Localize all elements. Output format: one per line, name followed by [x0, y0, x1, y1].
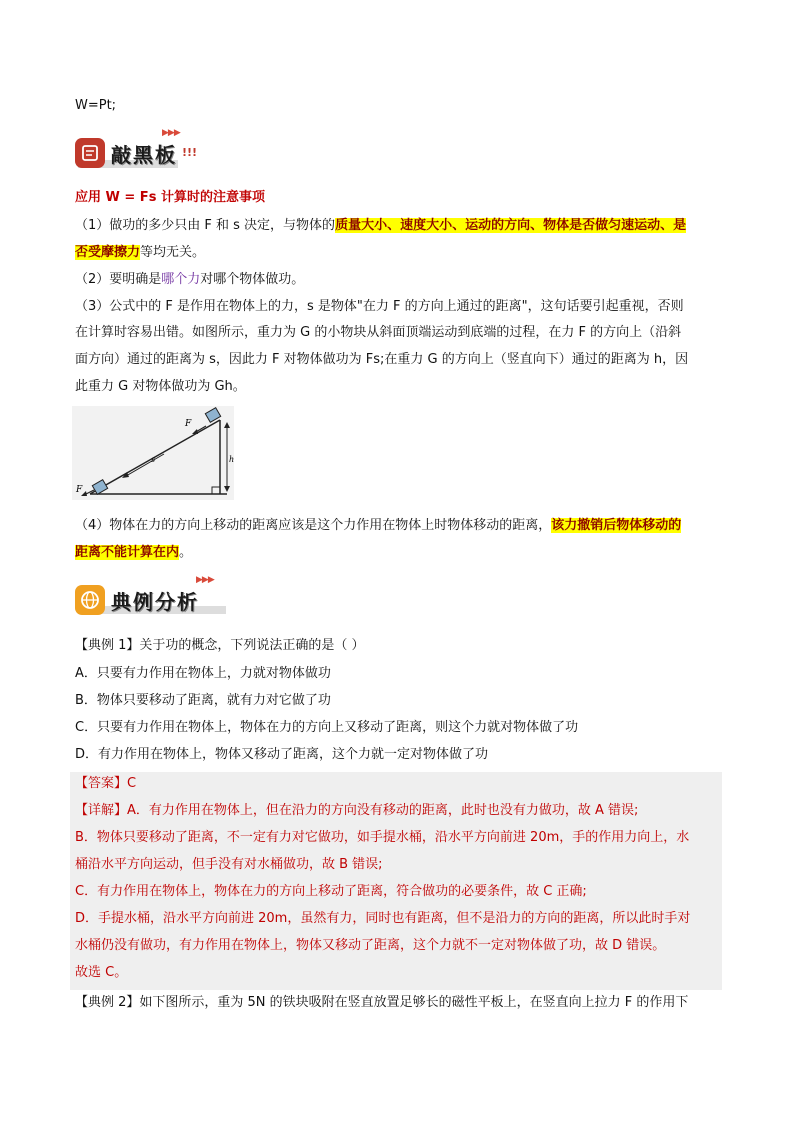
q1-answer: 【答案】C	[75, 776, 137, 791]
q1-option-b: B．物体只要移动了距离，就有力对它做了功	[75, 693, 331, 708]
q1-option-c: C．只要有力作用在物体上，物体在力的方向上又移动了距离，则这个力就对物体做了功	[75, 720, 579, 735]
triple-arrow-icon: ▶▶▶	[162, 128, 180, 138]
height-label-h: h	[229, 455, 234, 464]
clipboard-icon	[75, 138, 105, 168]
q1-conclusion: 故选 C。	[75, 965, 128, 980]
q2-stem: 【典例 2】如下图所示，重为 5N 的铁块吸附在竖直放置足够长的磁性平板上，在竖直向上拉力 F 的作用下	[75, 995, 689, 1010]
q1-detail-c: C．有力作用在物体上，物体在力的方向上移动了距离，符合做功的必要条件，故 C 正确;	[75, 884, 587, 899]
section-title-notice: 敲黑板	[111, 143, 177, 167]
globe-icon	[75, 585, 105, 615]
q1-detail-a: 【详解】A．有力作用在物体上，但在沿力的方向没有移动的距离，此时也没有力做功，故 A 错误;	[75, 803, 639, 818]
notice-p3-line2: 在计算时容易出错。如图所示，重力为 G 的小物块从斜面顶端运动到底端的过程，在力 F 的方向上（沿斜	[75, 325, 682, 340]
incline-figure	[72, 406, 234, 500]
notice-p1-line2: 否受摩擦力等均无关。	[75, 245, 206, 260]
notice-p4-line2: 距离不能计算在内。	[75, 545, 193, 560]
q1-option-d: D．有力作用在物体上，物体又移动了距离，这个力就一定对物体做了功	[75, 747, 489, 762]
notice-p3-line3: 面方向）通过的距离为 s，因此力 F 对物体做功为 Fs;在重力 G 的方向上（竖直向下）通过的距离为 h，因	[75, 352, 689, 367]
exclaim-marks: !!!	[182, 146, 198, 159]
notice-p4-line1: （4）物体在力的方向上移动的距离应该是这个力作用在物体上时物体移动的距离，该力撤销后物体移动的	[75, 518, 682, 533]
top-formula: W=Pt;	[75, 98, 117, 113]
notice-p3-line4: 此重力 G 对物体做功为 Gh。	[75, 379, 246, 394]
notice-p1-line1: （1）做功的多少只由 F 和 s 决定，与物体的质量大小、速度大小、运动的方向、物体是否做匀速运动、是	[75, 218, 687, 233]
notice-p3-line1: （3）公式中的 F 是作用在物体上的力，s 是物体"在力 F 的方向上通过的距离"，这句话要引起重视，否则	[75, 299, 684, 314]
section-title-examples: 典例分析	[111, 590, 199, 614]
incline-diagram	[72, 406, 234, 500]
q1-option-a: A．只要有力作用在物体上，力就对物体做功	[75, 666, 331, 681]
distance-label-s: s	[151, 455, 156, 464]
notice-heading: 应用 W = Fs 计算时的注意事项	[75, 190, 265, 205]
triple-arrow-icon-2: ▶▶▶	[196, 575, 214, 585]
force-label-bottom: F	[76, 485, 83, 495]
q1-detail-d1: D．手提水桶，沿水平方向前进 20m，虽然有力，同时也有距离，但不是沿力的方向的距离，所以此时手对	[75, 911, 691, 926]
q1-detail-b1: B．物体只要移动了距离，不一定有力对它做功，如手提水桶，沿水平方向前进 20m，手的作用力向上，水	[75, 830, 690, 845]
q1-detail-d2: 水桶仍没有做功，有力作用在物体上，物体又移动了距离，这个力就不一定对物体做了功，故 D 错误。	[75, 938, 666, 953]
notice-p2: （2）要明确是哪个力对哪个物体做功。	[75, 272, 305, 287]
q1-stem: 【典例 1】关于功的概念，下列说法正确的是（ ）	[75, 638, 365, 653]
q1-detail-b2: 桶沿水平方向运动，但手没有对水桶做功，故 B 错误;	[75, 857, 383, 872]
force-label-top: F	[185, 419, 192, 429]
